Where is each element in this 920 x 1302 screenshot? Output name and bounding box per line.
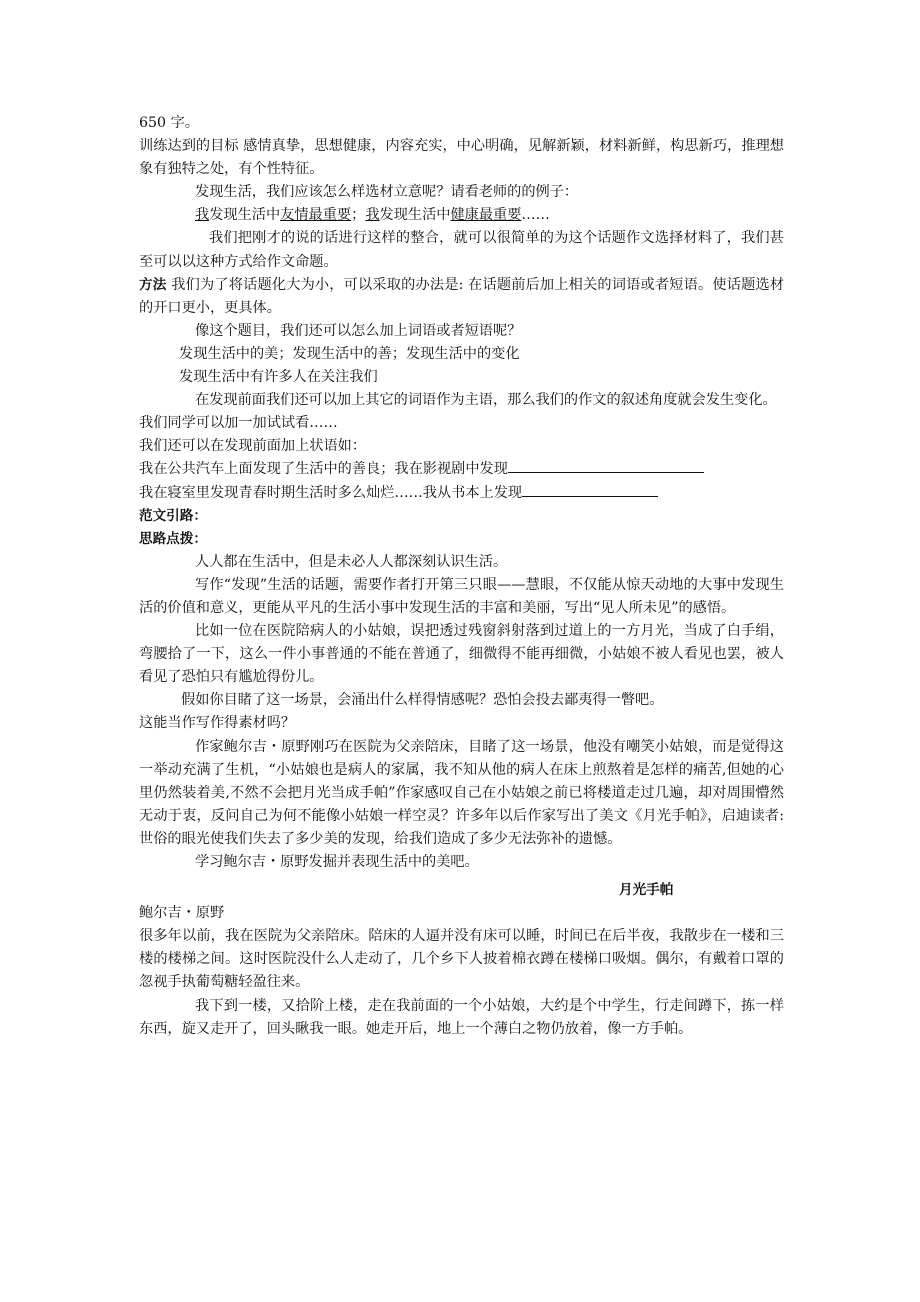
text-span: …… xyxy=(521,207,550,224)
essay-author: 鲍尔吉・原野 xyxy=(139,905,225,922)
text-line: 发现生活，我们应该怎么样选材立意呢？请看老师的的例子： xyxy=(195,184,579,201)
document-page xyxy=(139,112,784,1041)
text-line: 发现生活中的美；发现生活中的善；发现生活中的变化 xyxy=(179,345,520,362)
text-paragraph: 比如一位在医院陪病人的小姑娘，误把透过残窗斜射落到过道上的一方月光，当成了白手绢，弯腰拾了一下，这么一件小事普通的不能在普通了，细微得不能再细微，小姑娘不被人看见也罢，被人看见了恐怕只有尴尬得份儿。 xyxy=(139,623,784,686)
fill-in-blank[interactable] xyxy=(522,482,658,497)
fill-in-blank[interactable] xyxy=(508,458,704,473)
example-line xyxy=(139,204,784,227)
text-line: 人人都在生活中，但是未必人人都深刻认识生活。 xyxy=(195,553,508,570)
text-span: ； xyxy=(351,207,366,224)
training-goal-paragraph: 训练达到的目标 感情真挚，思想健康，内容充实，中心明确，见解新颖，材料新鲜，构思新巧，推理想象有独特之处，有个性特征。 xyxy=(139,138,784,178)
essay-paragraph: 很多年以前，我在医院为父亲陪床。陪床的人逼并没有床可以睡，时间已在后半夜，我散步在一楼和三楼的楼梯之间。这时医院没什么人走动了，几个乡下人披着棉衣蹲在楼梯口吸烟。偶尔，有戴着口罩的忽视手执葡萄糖轻盈往来。 xyxy=(139,928,784,991)
text-line: 发现生活中有许多人在关注我们 xyxy=(179,369,378,386)
text-line: 学习鲍尔吉・原野发掘并表现生活中的美吧。 xyxy=(195,854,479,870)
text-span: 我们为了将话题化大为小，可以采取的办法是: 在话题前后加上相关的词语或者短语。使话题选材的开口更小，更具体。 xyxy=(139,276,785,316)
text-paragraph: 在发现前面我们还可以加上其它的词语作为主语，那么我们的作文的叙述角度就会发生变化。 xyxy=(195,392,777,409)
text-paragraph: 我们把刚才的说的话进行这样的整合，就可以很简单的为这个话题作文选择材料了，我们甚至可以以这种方式给作文命题。 xyxy=(139,230,784,270)
text-span: 发现生活中 xyxy=(209,207,281,224)
method-label: 方法 xyxy=(139,276,167,293)
underlined-text: 健康最重要 xyxy=(450,207,522,224)
underlined-text: 我 xyxy=(365,207,380,224)
section-heading: 思路点拨： xyxy=(139,530,207,547)
underlined-text: 我 xyxy=(195,207,210,224)
text-line: 我们同学可以加一加试试看…… xyxy=(139,415,338,432)
fill-in-line xyxy=(139,482,784,505)
underlined-text: 友情最重要 xyxy=(280,207,352,224)
essay-title: 月光手帕 xyxy=(619,882,674,899)
text-line: 假如你目睹了这一场景，会涌出什么样得情感呢？恐怕会投去鄙夷得一瞥吧。 xyxy=(181,692,664,709)
text-line: 650 字。 xyxy=(139,115,199,131)
fill-in-line xyxy=(139,458,784,481)
text-line: 这能当作写作得素材吗？ xyxy=(139,715,296,732)
text-line: 像这个题目，我们还可以怎么加上词语或者短语呢？ xyxy=(195,322,522,339)
text-paragraph: 写作“发现”生活的话题，需要作者打开第三只眼——慧眼，不仅能从惊天动地的大事中发现生活的价值和意义，更能从平凡的生活小事中发现生活的丰富和美丽，写出“见人所未见”的感悟。 xyxy=(139,576,784,616)
section-heading: 范文引路： xyxy=(139,507,207,524)
text-span: 发现生活中 xyxy=(379,207,451,224)
text-span: 我在寝室里发现青春时期生活时多么灿烂……我从书本上发现 xyxy=(139,484,523,501)
method-paragraph xyxy=(139,274,784,320)
text-span: 我在公共汽车上面发现了生活中的善良；我在影视剧中发现 xyxy=(139,461,508,478)
essay-paragraph: 我下到一楼，又拾阶上楼，走在我前面的一个小姑娘，大约是个中学生，行走间蹲下，拣一样东西，旋又走开了，回头瞅我一眼。她走开后，地上一个薄白之物仍放着，像一方手帕。 xyxy=(139,997,784,1037)
text-paragraph: 作家鲍尔吉・原野刚巧在医院为父亲陪床，目睹了这一场景，他没有嘲笑小姑娘，而是觉得这一举动充满了生机，“小姑娘也是病人的家属，我不知从他的病人在床上煎熬着是怎样的痛苦,但她的心里仍然装着美,不然不会把月光当成手帕”作家感叹自己在小姑娘之前已将楼道走过几遍，却对周围懵然无动于衷，反问自己为何不能像小姑娘一样空灵？许多年以后作家写出了美文《月光手帕》，启迪读者: 世俗的眼光使我们失去了多少美的发现，给我们造成了多少无法弥补的遗憾。 xyxy=(139,738,784,847)
text-line: 我们还可以在发现前面加上状语如： xyxy=(139,438,367,455)
